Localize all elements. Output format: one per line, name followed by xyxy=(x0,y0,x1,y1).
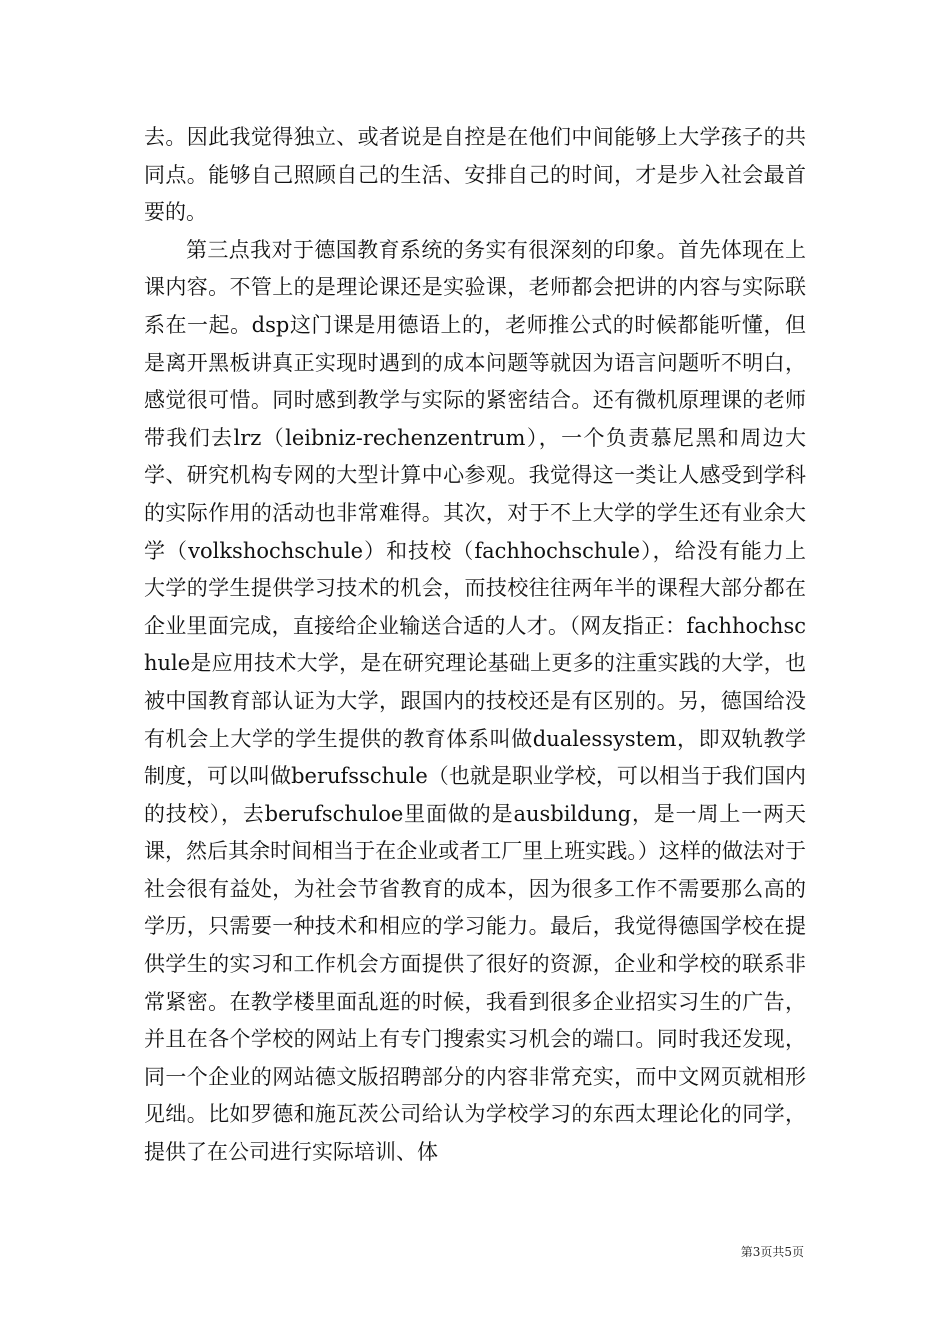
paragraph-continuation: 去。因此我觉得独立、或者说是自控是在他们中间能够上大学孩子的共同点。能够自己照顾自己的生活、安排自己的时间，才是步入社会最首要的。 xyxy=(144,125,806,225)
page-number-footer: 第3页共5页 xyxy=(740,1245,804,1259)
document-body xyxy=(144,119,806,1172)
paragraph-third-point: 第三点我对于德国教育系统的务实有很深刻的印象。首先体现在上课内容。不管上的是理论课还是实验课，老师都会把讲的内容与实际联系在一起。dsp这门课是用德语上的，老师推公式的时候都能听懂，但是离开黑板讲真正实现时遇到的成本问题等就因为语言问题听不明白，感觉很可惜。同时感到教学与实际的紧密结合。还有微机原理课的老师带我们去lrz（leibniz-rechenzentrum），一个负责慕尼黑和周边大学、研究机构专网的大型计算中心参观。我觉得这一类让人感受到学科的实际作用的活动也非常难得。其次，对于不上大学的学生还有业余大学（volkshochschule）和技校（fachhochschule），给没有能力上大学的学生提供学习技术的机会，而技校往往两年半的课程大部分都在企业里面完成，直接给企业输送合适的人才。（网友指正：fachhochschule是应用技术大学，是在研究理论基础上更多的注重实践的大学，也被中国教育部认证为大学，跟国内的技校还是有区别的。另，德国给没有机会上大学的学生提供的教育体系叫做dualessystem，即双轨教学制度，可以叫做berufsschule（也就是职业学校，可以相当于我们国内的技校），去berufschuloe里面做的是ausbildung，是一周上一两天课，然后其余时间相当于在企业或者工厂里上班实践。）这样的做法对于社会很有益处，为社会节省教育的成本，因为很多工作不需要那么高的学历，只需要一种技术和相应的学习能力。最后，我觉得德国学校在提供学生的实习和工作机会方面提供了很好的资源，企业和学校的联系非常紧密。在教学楼里面乱逛的时候，我看到很多企业招实习生的广告，并且在各个学校的网站上有专门搜索实习机会的端口。同时我还发现，同一个企业的网站德文版招聘部分的内容非常充实，而中文网页就相形见绌。比如罗德和施瓦茨公司给认为学校学习的东西太理论化的同学，提供了在公司进行实际培训、体 xyxy=(144,237,806,1165)
